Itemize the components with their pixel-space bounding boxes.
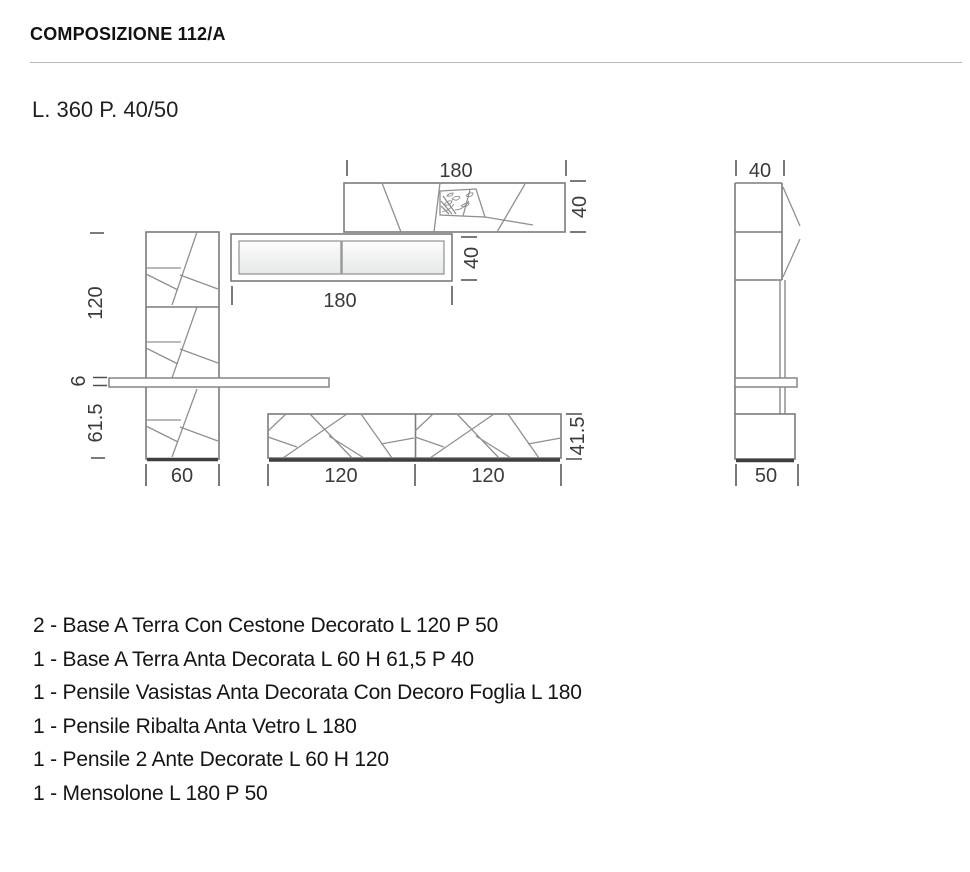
base-unit-outline bbox=[268, 414, 561, 458]
component-list bbox=[33, 609, 582, 810]
side-shelf bbox=[735, 378, 797, 387]
dim-label: 120 bbox=[324, 465, 358, 487]
dim-top-height bbox=[569, 181, 591, 232]
component-list-item: 1 - Pensile Vasistas Anta Decorata Con Decoro Foglia L 180 bbox=[33, 681, 582, 704]
dim-width-120-left bbox=[268, 464, 415, 487]
composition-size-label: L. 360 P. 40/50 bbox=[32, 97, 179, 122]
dim-left-base-height bbox=[85, 404, 107, 458]
front-view bbox=[68, 160, 591, 487]
dim-glass-height bbox=[461, 237, 483, 280]
component-list-item: 1 - Pensile Ribalta Anta Vetro L 180 bbox=[33, 714, 357, 738]
side-panel-inner-edges bbox=[780, 280, 785, 414]
tall-cabinet-decor-lines bbox=[146, 232, 218, 457]
dim-label: 50 bbox=[754, 465, 778, 487]
dim-label: 40 bbox=[748, 160, 772, 182]
door-swing-lines bbox=[783, 187, 800, 277]
base-unit bbox=[268, 414, 561, 460]
dim-label: 60 bbox=[170, 465, 194, 487]
dim-top-width bbox=[347, 160, 566, 182]
component-list-item: 1 - Pensile 2 Ante Decorate L 60 H 120 bbox=[33, 748, 389, 771]
dim-label: 180 bbox=[323, 290, 357, 312]
dim-shelf-thickness bbox=[68, 375, 107, 386]
shelf-mensolone bbox=[109, 378, 329, 387]
side-base bbox=[735, 414, 795, 459]
component-list-item: 1 - Mensolone L 180 P 50 bbox=[33, 781, 268, 805]
base-unit-decor-lines bbox=[268, 414, 561, 458]
dim-glass-width bbox=[232, 286, 452, 312]
component-list-item: 1 - Base A Terra Anta Decorata L 60 H 61,5 P 40 bbox=[33, 647, 474, 671]
side-view bbox=[735, 160, 800, 487]
dim-width-60 bbox=[146, 464, 219, 487]
dim-label: 180 bbox=[439, 160, 473, 182]
leaf-decor bbox=[440, 189, 485, 217]
dim-label: 120 bbox=[471, 465, 505, 487]
dim-label: 6 bbox=[68, 375, 90, 387]
dim-label: 40 bbox=[569, 195, 591, 219]
dim-label: 120 bbox=[85, 286, 107, 320]
tall-cabinet-column bbox=[146, 232, 219, 460]
dim-width-120-right bbox=[471, 464, 561, 487]
dim-base-height bbox=[566, 414, 589, 459]
dim-tall-height bbox=[85, 233, 107, 320]
wall-cabinet-glass bbox=[231, 234, 452, 281]
dim-side-depth-top bbox=[736, 160, 784, 182]
dim-label: 61.5 bbox=[85, 403, 107, 443]
tall-cabinet-outline bbox=[146, 232, 219, 459]
page-title: COMPOSIZIONE 112/A bbox=[30, 24, 226, 44]
dim-label: 41.5 bbox=[567, 416, 589, 456]
dim-side-depth-bottom bbox=[736, 464, 798, 487]
shelf-outline bbox=[109, 378, 329, 387]
dim-label: 40 bbox=[461, 246, 483, 270]
component-list-item: 2 - Base A Terra Con Cestone Decorato L 120 P 50 bbox=[33, 614, 499, 637]
wall-cabinet-vasistas bbox=[344, 183, 565, 232]
